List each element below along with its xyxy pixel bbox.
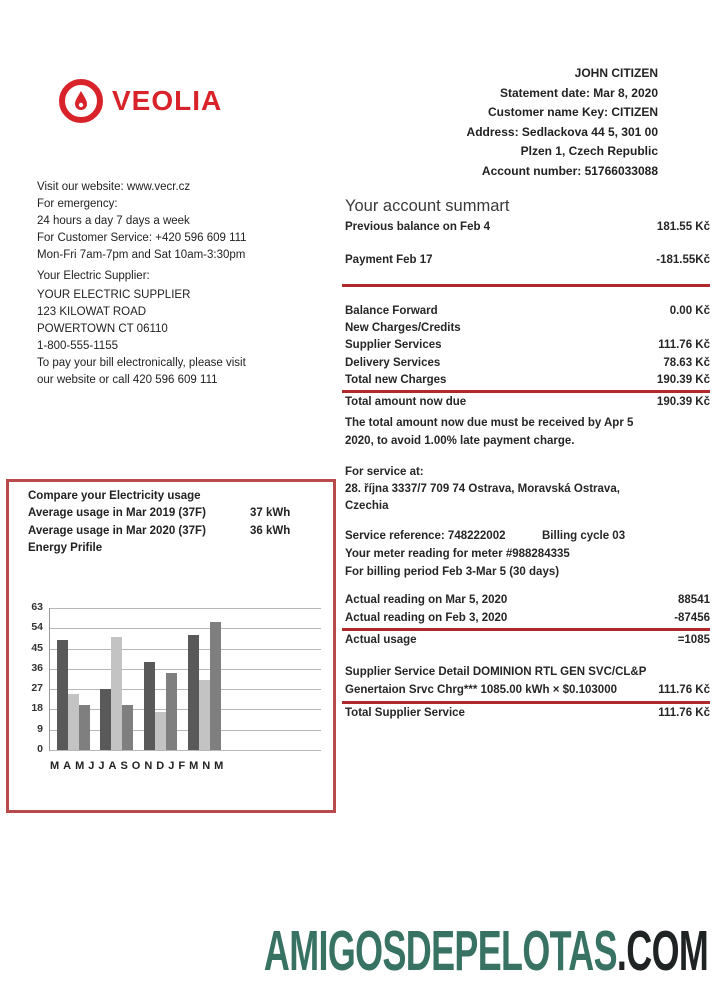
- reading-mar-row: [345, 594, 710, 606]
- watermark: [264, 918, 708, 984]
- reading-feb-label: Actual reading on Feb 3, 2020: [345, 612, 508, 624]
- veolia-logo: [58, 78, 222, 124]
- supplier-phone: 1-800-555-1155: [37, 340, 118, 352]
- supplier-block: [37, 287, 246, 389]
- total-due-amount: 190.39 Kč: [656, 396, 710, 408]
- chart-ytick-label: 27: [31, 682, 43, 694]
- delivery-services-row: [345, 357, 710, 369]
- chart-bar: [155, 712, 166, 750]
- service-hours-line: Mon-Fri 7am-7pm and Sat 10am-3:30pm: [37, 249, 246, 261]
- total-supplier-row: [345, 707, 710, 719]
- chart-gridline: [49, 669, 321, 670]
- customer-key: Customer name Key: CITIZEN: [487, 105, 658, 119]
- chart-bar: [68, 694, 79, 750]
- avg-usage-2019-label: Average usage in Mar 2019 (37F): [28, 507, 206, 519]
- new-charges-header: New Charges/Credits: [345, 322, 461, 334]
- chart-bar: [100, 689, 111, 750]
- generation-charge-amount: 111.76 Kč: [658, 684, 710, 696]
- chart-ytick-label: 18: [31, 702, 43, 714]
- delivery-services-label: Delivery Services: [345, 357, 441, 369]
- total-new-charges-amount: 190.39 Kč: [656, 374, 710, 386]
- total-supplier-amount: 111.76 Kč: [658, 707, 710, 719]
- actual-usage-label: Actual usage: [345, 634, 417, 646]
- due-note-line1: The total amount now due must be received by Apr 5: [345, 417, 634, 429]
- chart-bar: [199, 680, 210, 750]
- watermark-site-text: AMIGOSDEPELOTAS: [263, 919, 617, 983]
- billing-period-line: For billing period Feb 3-Mar 5 (30 days): [345, 566, 560, 578]
- veolia-logo-icon: [58, 78, 104, 124]
- chart-bar: [111, 637, 122, 750]
- chart-x-axis-labels: MAMJJASONDJFMNM: [50, 760, 228, 772]
- chart-gridline: [49, 750, 321, 751]
- supplier-services-row: [345, 339, 710, 351]
- previous-balance-amount: 181.55 Kč: [656, 221, 710, 233]
- energy-profile-label: Energy Prifile: [28, 542, 103, 554]
- service-reference-row: [345, 530, 710, 542]
- usage-box-title: Compare your Electricity usage: [28, 490, 201, 502]
- supplier-street: 123 KILOWAT ROAD: [37, 306, 147, 318]
- payment-amount: -181.55Kč: [656, 254, 710, 266]
- usage-comparison-box: [6, 479, 336, 813]
- pay-online-line2: our website or call 420 596 609 111: [37, 374, 218, 386]
- supplier-name: YOUR ELECTRIC SUPPLIER: [37, 289, 191, 301]
- supplier-detail-rule: [342, 701, 710, 704]
- supplier-services-label: Supplier Services: [345, 339, 442, 351]
- balance-forward-label: Balance Forward: [345, 305, 438, 317]
- reading-mar-label: Actual reading on Mar 5, 2020: [345, 594, 508, 606]
- chart-gridline: [49, 689, 321, 690]
- customer-address-line1: Address: Sedlackova 44 5, 301 00: [466, 124, 658, 139]
- avg-usage-2020-value: 36 kWh: [250, 525, 291, 537]
- balance-forward-row: [345, 305, 710, 317]
- chart-gridline: [49, 608, 321, 609]
- service-address-line2: Czechia: [345, 500, 389, 512]
- billing-cycle: Billing cycle 03: [542, 530, 626, 542]
- meter-reading-line: Your meter reading for meter #988284335: [345, 548, 570, 560]
- summary-divider-rule: [342, 284, 710, 287]
- generation-charge-row: [345, 684, 710, 696]
- chart-gridline: [49, 649, 321, 650]
- pay-online-line1: To pay your bill electronically, please visit: [37, 357, 246, 369]
- payment-row: [345, 254, 710, 266]
- statement-date: Statement date: Mar 8, 2020: [499, 85, 658, 100]
- actual-usage-value: =1085: [677, 634, 710, 646]
- supplier-detail-title: Supplier Service Detail DOMINION RTL GEN SVC/CL&P: [345, 666, 647, 678]
- usage-chart-plot: [9, 482, 339, 816]
- account-number: Account number: 51766033088: [481, 163, 658, 178]
- website-line: Visit our website: www.vecr.cz: [37, 181, 191, 193]
- supplier-city: POWERTOWN CT 06110: [37, 323, 168, 335]
- chart-bar: [144, 662, 155, 750]
- account-summary-title: Your account summart: [345, 197, 510, 215]
- reading-feb-row: [345, 612, 710, 624]
- total-due-label: Total amount now due: [345, 396, 467, 408]
- total-charges-rule: [342, 390, 710, 393]
- chart-ytick-label: 54: [31, 621, 43, 633]
- actual-usage-row: [345, 634, 710, 646]
- chart-bar: [188, 635, 199, 750]
- delivery-services-amount: 78.63 Kč: [663, 357, 710, 369]
- chart-ytick-label: 9: [37, 723, 43, 735]
- supplier-heading: Your Electric Supplier:: [37, 270, 150, 282]
- payment-label: Payment Feb 17: [345, 254, 433, 266]
- previous-balance-label: Previous balance on Feb 4: [345, 221, 491, 233]
- due-note-line2: 2020, to avoid 1.00% late payment charge.: [345, 435, 575, 447]
- contact-block: [37, 179, 247, 264]
- customer-service-line: For Customer Service: +420 596 609 111: [37, 232, 247, 244]
- chart-bar: [122, 705, 133, 750]
- chart-gridline: [49, 628, 321, 629]
- total-new-charges-row: [345, 374, 710, 386]
- hours-line: 24 hours a day 7 days a week: [37, 215, 190, 227]
- customer-address-line2: Plzen 1, Czech Republic: [520, 144, 658, 158]
- customer-info-block: [467, 64, 658, 181]
- service-reference: Service reference: 748222002: [345, 530, 506, 542]
- chart-y-axis: [49, 608, 50, 751]
- balance-forward-amount: 0.00 Kč: [669, 305, 710, 317]
- service-address-line1: 28. října 3337/7 709 74 Ostrava, Moravská Ostrava,: [345, 483, 620, 495]
- avg-usage-2020-label: Average usage in Mar 2020 (37F): [28, 525, 206, 537]
- generation-charge-label: Genertaion Srvc Chrg*** 1085.00 kWh × $0.103000: [345, 684, 617, 696]
- chart-ytick-label: 63: [31, 601, 43, 613]
- chart-bar: [210, 622, 221, 750]
- brand-name: VEOLIA: [112, 85, 223, 116]
- total-supplier-label: Total Supplier Service: [345, 707, 465, 719]
- supplier-services-amount: 111.76 Kč: [658, 339, 710, 351]
- chart-ytick-label: 36: [31, 662, 43, 674]
- customer-name: JOHN CITIZEN: [574, 66, 658, 80]
- readings-rule: [342, 628, 710, 631]
- chart-bar: [79, 705, 90, 750]
- total-new-charges-label: Total new Charges: [345, 374, 447, 386]
- for-service-at-label: For service at:: [345, 466, 424, 478]
- watermark-tld-text: .COM: [616, 919, 708, 983]
- chart-ytick-label: 0: [37, 743, 43, 755]
- reading-mar-value: 88541: [678, 594, 710, 606]
- chart-bar: [57, 640, 68, 750]
- avg-usage-2019-value: 37 kWh: [250, 507, 291, 519]
- reading-feb-value: -87456: [674, 612, 710, 624]
- previous-balance-row: [345, 221, 710, 233]
- total-due-row: [345, 396, 710, 408]
- emergency-line: For emergency:: [37, 198, 118, 210]
- chart-ytick-label: 45: [31, 642, 43, 654]
- chart-bar: [166, 673, 177, 750]
